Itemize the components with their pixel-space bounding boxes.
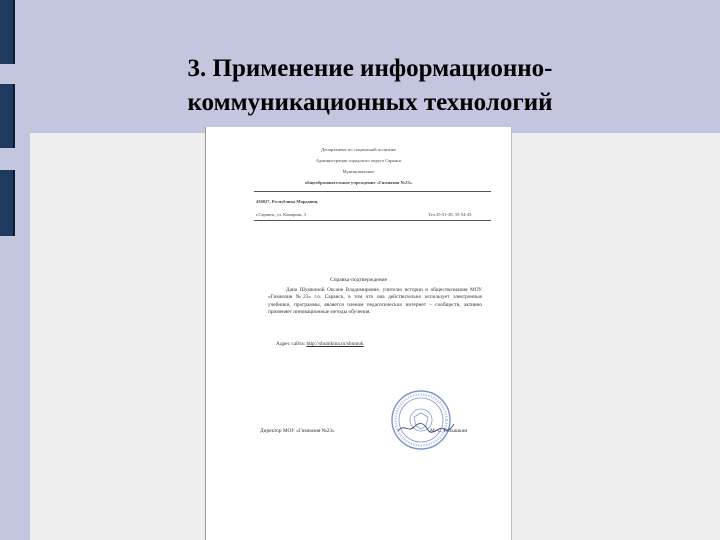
site-url: http://shumkina.ru/shumok [306, 341, 364, 347]
doc-header-line-2: Администрации городского округа Саранск [315, 158, 402, 163]
signature-position: Директор МОУ «Гимназия №23» [260, 428, 335, 434]
doc-header-line-3: Муниципальное [342, 169, 375, 174]
address-line-2: г.Саранск, ул. Комарова, 3 [256, 212, 306, 217]
official-stamp-icon [390, 389, 452, 451]
doc-body [268, 287, 482, 317]
side-bars [0, 0, 14, 540]
doc-header-line-1: Департамент по социальной политике [321, 147, 396, 152]
site-address [276, 341, 364, 347]
address-line-1: 430027, Республика Мордовия, [256, 199, 319, 204]
signature-name: М. С. Голышкин [430, 428, 468, 434]
doc-body-text: Дана Шумкиной Оксане Владимировне, учителю истории и обществознания МОУ «Гимназия №23» г.о. Саранск, в том что она действительно использует электронные учебники, программы, является членом педагогических интернет – сообществ, активно применяет инновационные методы обучения. [268, 287, 482, 316]
slide-title-line1: 3. Применение информационно- [187, 55, 553, 82]
header-rule [254, 191, 491, 192]
slide-title-line2: коммуникационных технологий [187, 89, 553, 116]
site-label: Адрес сайта: [276, 341, 306, 347]
doc-title: Справка-подтверждение [329, 277, 388, 283]
side-bar-1 [0, 0, 15, 64]
scanned-document [205, 127, 512, 540]
slide-title [90, 52, 650, 120]
side-bar-3 [0, 170, 15, 236]
address-rule [254, 220, 491, 221]
side-bar-2 [0, 84, 15, 148]
doc-header-line-4: общеобразовательное учреждение «Гимназия №23» [304, 180, 413, 185]
phone-numbers: Тел.35-51-38; 35-54-43 [428, 212, 472, 217]
